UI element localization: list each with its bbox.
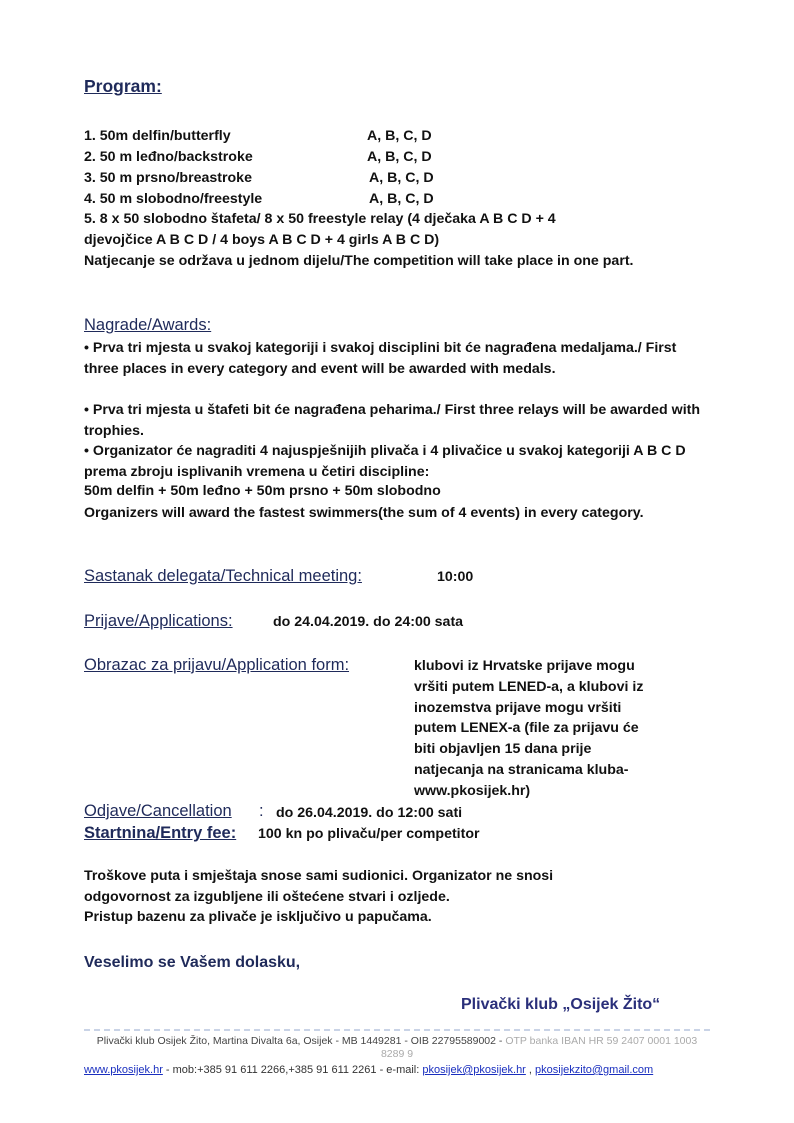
- event-2-categories: A, B, C, D: [367, 149, 432, 165]
- footer-divider: [84, 1029, 710, 1031]
- meeting-time: 10:00: [437, 569, 474, 585]
- event-1-label: 1. 50m delfin/butterfly: [84, 128, 231, 144]
- applications-label: Prijave/Applications:: [84, 612, 233, 630]
- event-1-categories: A, B, C, D: [367, 128, 432, 144]
- form-text-line: putem LENEX-a (file za prijavu će: [414, 720, 639, 737]
- costs-line-1: Troškove puta i smještaja snose sami sudionici. Organizator ne snosi: [84, 868, 554, 884]
- awards-item-3: • Organizator će nagraditi 4 najuspješnijih plivača i 4 plivačice u svakoj kategoriji A B C D prema zbroju isplivanih vremena u četiri discipline:: [84, 443, 686, 480]
- footer-separator: ,: [525, 1064, 536, 1076]
- form-text-line: www.pkosijek.hr): [414, 782, 531, 799]
- relay-line-1: 5. 8 x 50 slobodno štafeta/ 8 x 50 freestyle relay (4 dječaka A B C D + 4: [84, 211, 556, 227]
- meeting-label: Sastanak delegata/Technical meeting:: [84, 567, 362, 585]
- cancellation-label: Odjave/Cancellation: [84, 802, 232, 820]
- footer-address-main: Plivački klub Osijek Žito, Martina Divalta 6a, Osijek - MB 1449281 - OIB 22795589002 -: [96, 1035, 506, 1047]
- costs-line-2: odgovornost za izgubljene ili oštećene stvari i ozljede.: [84, 889, 450, 905]
- footer-address: [84, 1035, 710, 1061]
- greeting: Veselimo se Vašem dolasku,: [84, 954, 301, 971]
- awards-item-3-events: 50m delfin + 50m leđno + 50m prsno + 50m slobodno: [84, 483, 441, 499]
- form-text-line: vršiti putem LENED-a, a klubovi iz: [414, 678, 644, 695]
- form-text-line: inozemstva prijave mogu vršiti: [414, 699, 622, 716]
- form-text-line: natjecanja na stranicama kluba-: [414, 761, 629, 778]
- email-link-gmail[interactable]: pkosijekzito@gmail.com: [535, 1064, 654, 1076]
- event-3-categories: A, B, C, D: [369, 170, 434, 186]
- program-heading: Program:: [84, 76, 162, 96]
- website-link[interactable]: www.pkosijek.hr: [84, 1064, 163, 1076]
- competition-note: Natjecanje se održava u jednom dijelu/The competition will take place in one part.: [84, 253, 634, 269]
- footer-contacts: [84, 1064, 653, 1076]
- awards-item-1: • Prva tri mjesta u svakoj kategoriji i svakoj disciplini bit će nagrađena medaljama./ First three places in every category and event will be awarded with medals.: [84, 340, 677, 377]
- club-signature: Plivački klub „Osijek Žito“: [461, 996, 661, 1013]
- footer-phone: - mob:+385 91 611 2266,+385 91 611 2261 - e-mail:: [162, 1064, 423, 1076]
- awards-item-3-english: Organizers will award the fastest swimmers(the sum of 4 events) in every category.: [84, 505, 644, 521]
- awards-heading: Nagrade/Awards:: [84, 316, 212, 334]
- footer-bank-iban: OTP banka IBAN HR 59 2407 0001 1003 8289 9: [380, 1035, 698, 1060]
- event-2-label: 2. 50 m leđno/backstroke: [84, 149, 253, 165]
- form-text-line: biti objavljen 15 dana prije: [414, 741, 592, 758]
- event-4-label: 4. 50 m slobodno/freestyle: [84, 191, 263, 207]
- email-link-pkosijek[interactable]: pkosijek@pkosijek.hr: [422, 1064, 526, 1076]
- awards-item-2: • Prva tri mjesta u štafeti bit će nagrađena peharima./ First three relays will be awarded with trophies.: [84, 402, 701, 439]
- event-4-categories: A, B, C, D: [369, 191, 434, 207]
- form-label: Obrazac za prijavu/Application form:: [84, 656, 350, 674]
- entry-fee-label: Startnina/Entry fee:: [84, 824, 237, 842]
- form-text-line: klubovi iz Hrvatske prijave mogu: [414, 658, 635, 674]
- costs-line-3: Pristup bazenu za plivače je isključivo u papučama.: [84, 909, 432, 925]
- applications-deadline: do 24.04.2019. do 24:00 sata: [273, 614, 464, 630]
- cancellation-colon: :: [259, 802, 264, 820]
- event-3-label: 3. 50 m prsno/breastroke: [84, 170, 252, 186]
- relay-line-2: djevojčice A B C D / 4 boys A B C D + 4 girls A B C D): [84, 232, 440, 248]
- cancellation-deadline: do 26.04.2019. do 12:00 sati: [276, 805, 463, 821]
- form-text: [414, 656, 714, 802]
- entry-fee-value: 100 kn po plivaču/per competitor: [258, 826, 480, 842]
